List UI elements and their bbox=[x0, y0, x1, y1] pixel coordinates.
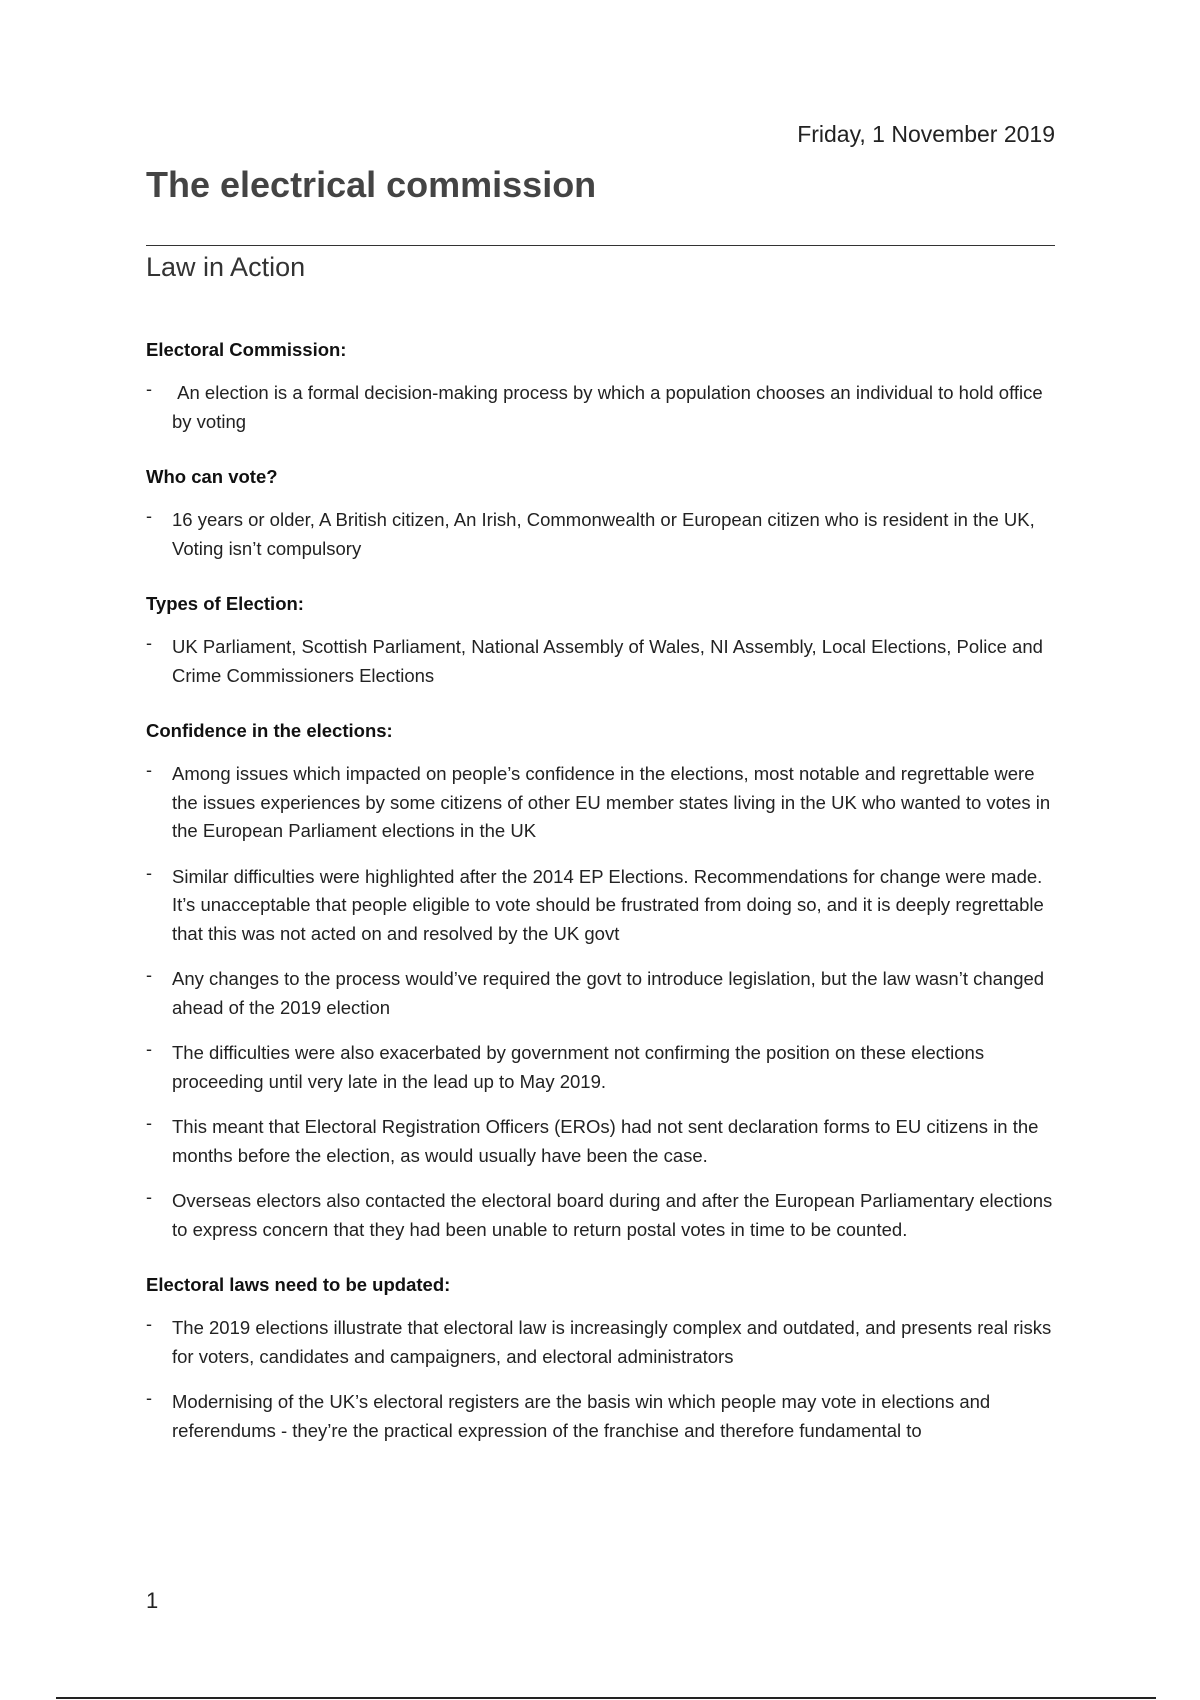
bullet-marker: - bbox=[146, 1314, 152, 1334]
document-title: The electrical commission bbox=[146, 164, 597, 205]
document-body bbox=[146, 338, 1058, 1474]
bullet-item bbox=[146, 1039, 1058, 1096]
page-bottom-divider bbox=[56, 1697, 1156, 1699]
bullet-marker: - bbox=[146, 1039, 152, 1059]
section-heading: Confidence in the elections: bbox=[146, 720, 393, 741]
bullet-item bbox=[146, 1113, 1058, 1170]
section-heading: Electoral laws need to be updated: bbox=[146, 1274, 451, 1295]
title-divider bbox=[146, 245, 1055, 246]
bullet-text: Any changes to the process would’ve required the govt to introduce legislation, but the law wasn’t changed ahead of the 2019 election bbox=[172, 968, 1045, 1018]
bullet-text: Modernising of the UK’s electoral registers are the basis win which people may vote in elections and referendums - they’re the practical expression of the franchise and therefore fundamental to bbox=[172, 1391, 991, 1441]
bullet-list bbox=[146, 506, 1058, 563]
bullet-marker: - bbox=[146, 760, 152, 780]
bullet-marker: - bbox=[146, 965, 152, 985]
bullet-item bbox=[146, 633, 1058, 690]
bullet-text: Overseas electors also contacted the electoral board during and after the European Parliamentary elections to express concern that they had been unable to return postal votes in time to be counted. bbox=[172, 1190, 1053, 1240]
bullet-marker: - bbox=[146, 1113, 152, 1133]
section-heading: Who can vote? bbox=[146, 466, 278, 487]
bullet-text: UK Parliament, Scottish Parliament, National Assembly of Wales, NI Assembly, Local Elections, Police and Crime Commissioners Elections bbox=[172, 636, 1043, 686]
bullet-item bbox=[146, 379, 1058, 436]
bullet-item bbox=[146, 965, 1058, 1022]
bullet-item bbox=[146, 1314, 1058, 1371]
bullet-item bbox=[146, 760, 1058, 846]
bullet-list bbox=[146, 633, 1058, 690]
bullet-item bbox=[146, 1388, 1058, 1445]
page-number: 1 bbox=[146, 1588, 159, 1613]
document-date: Friday, 1 November 2019 bbox=[797, 121, 1055, 147]
bullet-list bbox=[146, 379, 1058, 436]
bullet-marker: - bbox=[146, 633, 152, 653]
bullet-marker: - bbox=[146, 1187, 152, 1207]
section-confidence-in-elections bbox=[146, 719, 1058, 1244]
document-subtitle: Law in Action bbox=[146, 252, 306, 282]
bullet-text: Similar difficulties were highlighted after the 2014 EP Elections. Recommendations for change were made. It’s unacceptable that people eligible to vote should be frustrated from doing so, and it is deeply regrettable that this was not acted on and resolved by the UK govt bbox=[172, 865, 1044, 944]
section-heading: Types of Election: bbox=[146, 593, 304, 614]
section-electoral-laws-updated bbox=[146, 1273, 1058, 1445]
bullet-text: 16 years or older, A British citizen, An Irish, Commonwealth or European citizen who is resident in the UK, Voting isn’t compulsory bbox=[172, 509, 1035, 559]
section-who-can-vote bbox=[146, 465, 1058, 563]
section-types-of-election bbox=[146, 592, 1058, 690]
section-heading: Electoral Commission: bbox=[146, 339, 347, 360]
bullet-list bbox=[146, 760, 1058, 1244]
section-electoral-commission bbox=[146, 338, 1058, 436]
bullet-item bbox=[146, 1187, 1058, 1244]
bullet-text: The 2019 elections illustrate that electoral law is increasingly complex and outdated, and presents real risks for voters, candidates and campaigners, and electoral administrators bbox=[172, 1317, 1052, 1367]
bullet-text: An election is a formal decision-making process by which a population chooses an individual to hold office by voting bbox=[172, 382, 1048, 432]
bullet-text: The difficulties were also exacerbated by government not confirming the position on these elections proceeding until very late in the lead up to May 2019. bbox=[172, 1042, 985, 1092]
bullet-text: This meant that Electoral Registration Officers (EROs) had not sent declaration forms to EU citizens in the months before the election, as would usually have been the case. bbox=[172, 1116, 1039, 1166]
bullet-marker: - bbox=[146, 862, 152, 883]
bullet-text: Among issues which impacted on people’s confidence in the elections, most notable and regrettable were the issues experiences by some citizens of other EU member states living in the UK who wanted to votes in the European Parliament elections in the UK bbox=[172, 763, 1051, 841]
bullet-marker: - bbox=[146, 379, 152, 399]
bullet-marker: - bbox=[146, 1388, 152, 1408]
bullet-list bbox=[146, 1314, 1058, 1445]
bullet-item bbox=[146, 506, 1058, 563]
bullet-item bbox=[146, 863, 1058, 949]
bullet-marker: - bbox=[146, 506, 152, 526]
